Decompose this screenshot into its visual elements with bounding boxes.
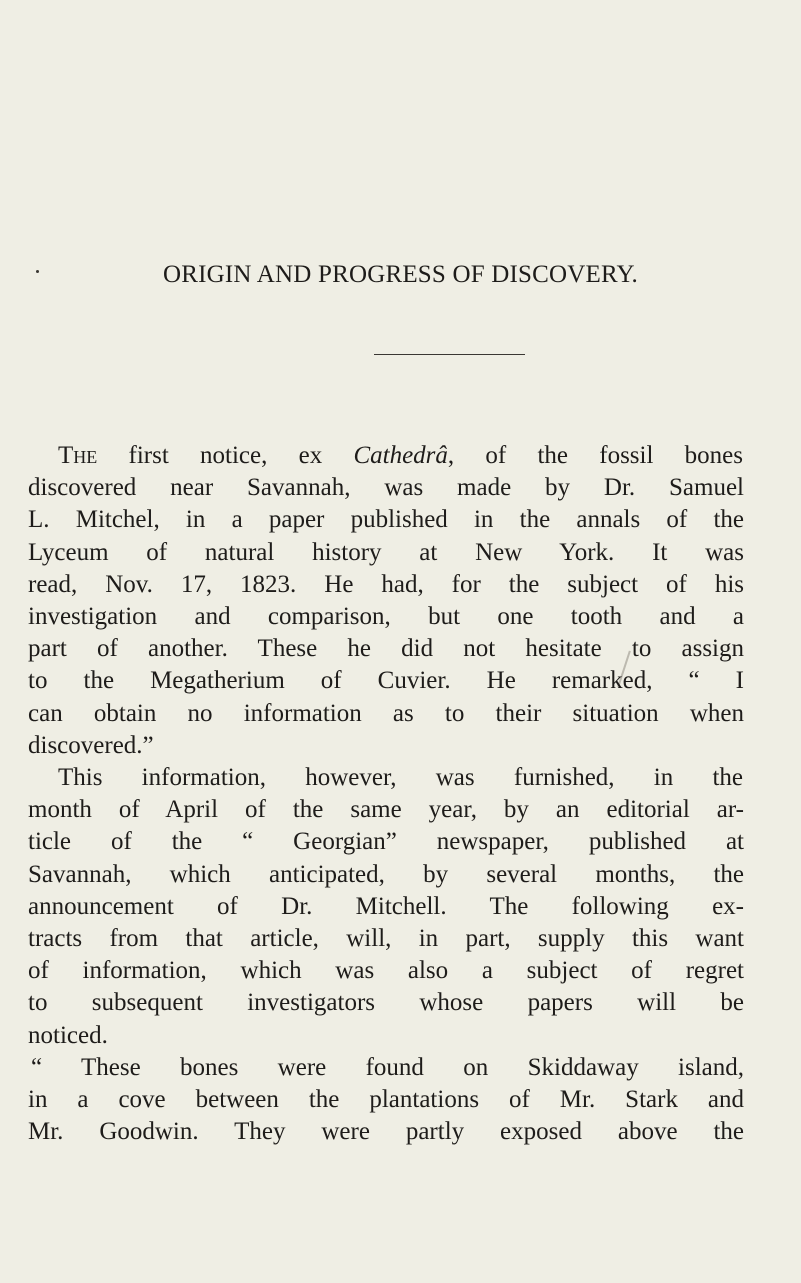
- text-line: of information, which was also a subject of regret: [28, 957, 744, 985]
- text-line: to subsequent investigators whose papers will be: [28, 989, 744, 1017]
- text-line: in a cove between the plantations of Mr. Stark and: [28, 1086, 744, 1113]
- text-line: This information, however, was furnished, in the: [58, 764, 743, 791]
- text-line: Savannah, which anticipated, by several months, the: [28, 860, 744, 888]
- text-line: L. Mitchel, in a paper published in the annals of the: [28, 506, 744, 534]
- text-line: [58, 440, 743, 472]
- text-span: first notice, ex: [97, 442, 354, 469]
- italic-term: Cathedrâ: [353, 442, 448, 469]
- text-line: tracts from that article, will, in part, supply this want: [28, 925, 744, 952]
- text-line: can obtain no information as to their situation when: [28, 699, 744, 727]
- text-line: ticle of the “ Georgian” newspaper, published at: [28, 828, 744, 856]
- text-line: month of April of the same year, by an editorial ar-: [28, 796, 744, 824]
- text-span: , of the fossil bones: [447, 442, 743, 469]
- text-line: to the Megatherium of Cuvier. He remarked, “ I: [28, 667, 744, 695]
- text-line: “ These bones were found on Skiddaway island,: [31, 1053, 744, 1081]
- text-line: noticed.: [28, 1021, 108, 1049]
- text-line: read, Nov. 17, 1823. He had, for the subject of his: [28, 570, 744, 598]
- text-line: investigation and comparison, but one tooth and a: [28, 603, 744, 630]
- text-line: discovered.”: [28, 731, 154, 759]
- text-line: part of another. These he did not hesitate to assign: [28, 635, 744, 663]
- drop-word: The: [58, 442, 98, 469]
- text-line: Mr. Goodwin. They were partly exposed above the: [28, 1118, 744, 1146]
- text-line: discovered near Savannah, was made by Dr. Samuel: [28, 474, 744, 502]
- heading-rule: [374, 354, 525, 355]
- page-heading: ORIGIN AND PROGRESS OF DISCOVERY.: [163, 261, 638, 288]
- text-line: announcement of Dr. Mitchell. The following ex-: [28, 892, 744, 920]
- text-line: Lyceum of natural history at New York. It was: [28, 538, 744, 566]
